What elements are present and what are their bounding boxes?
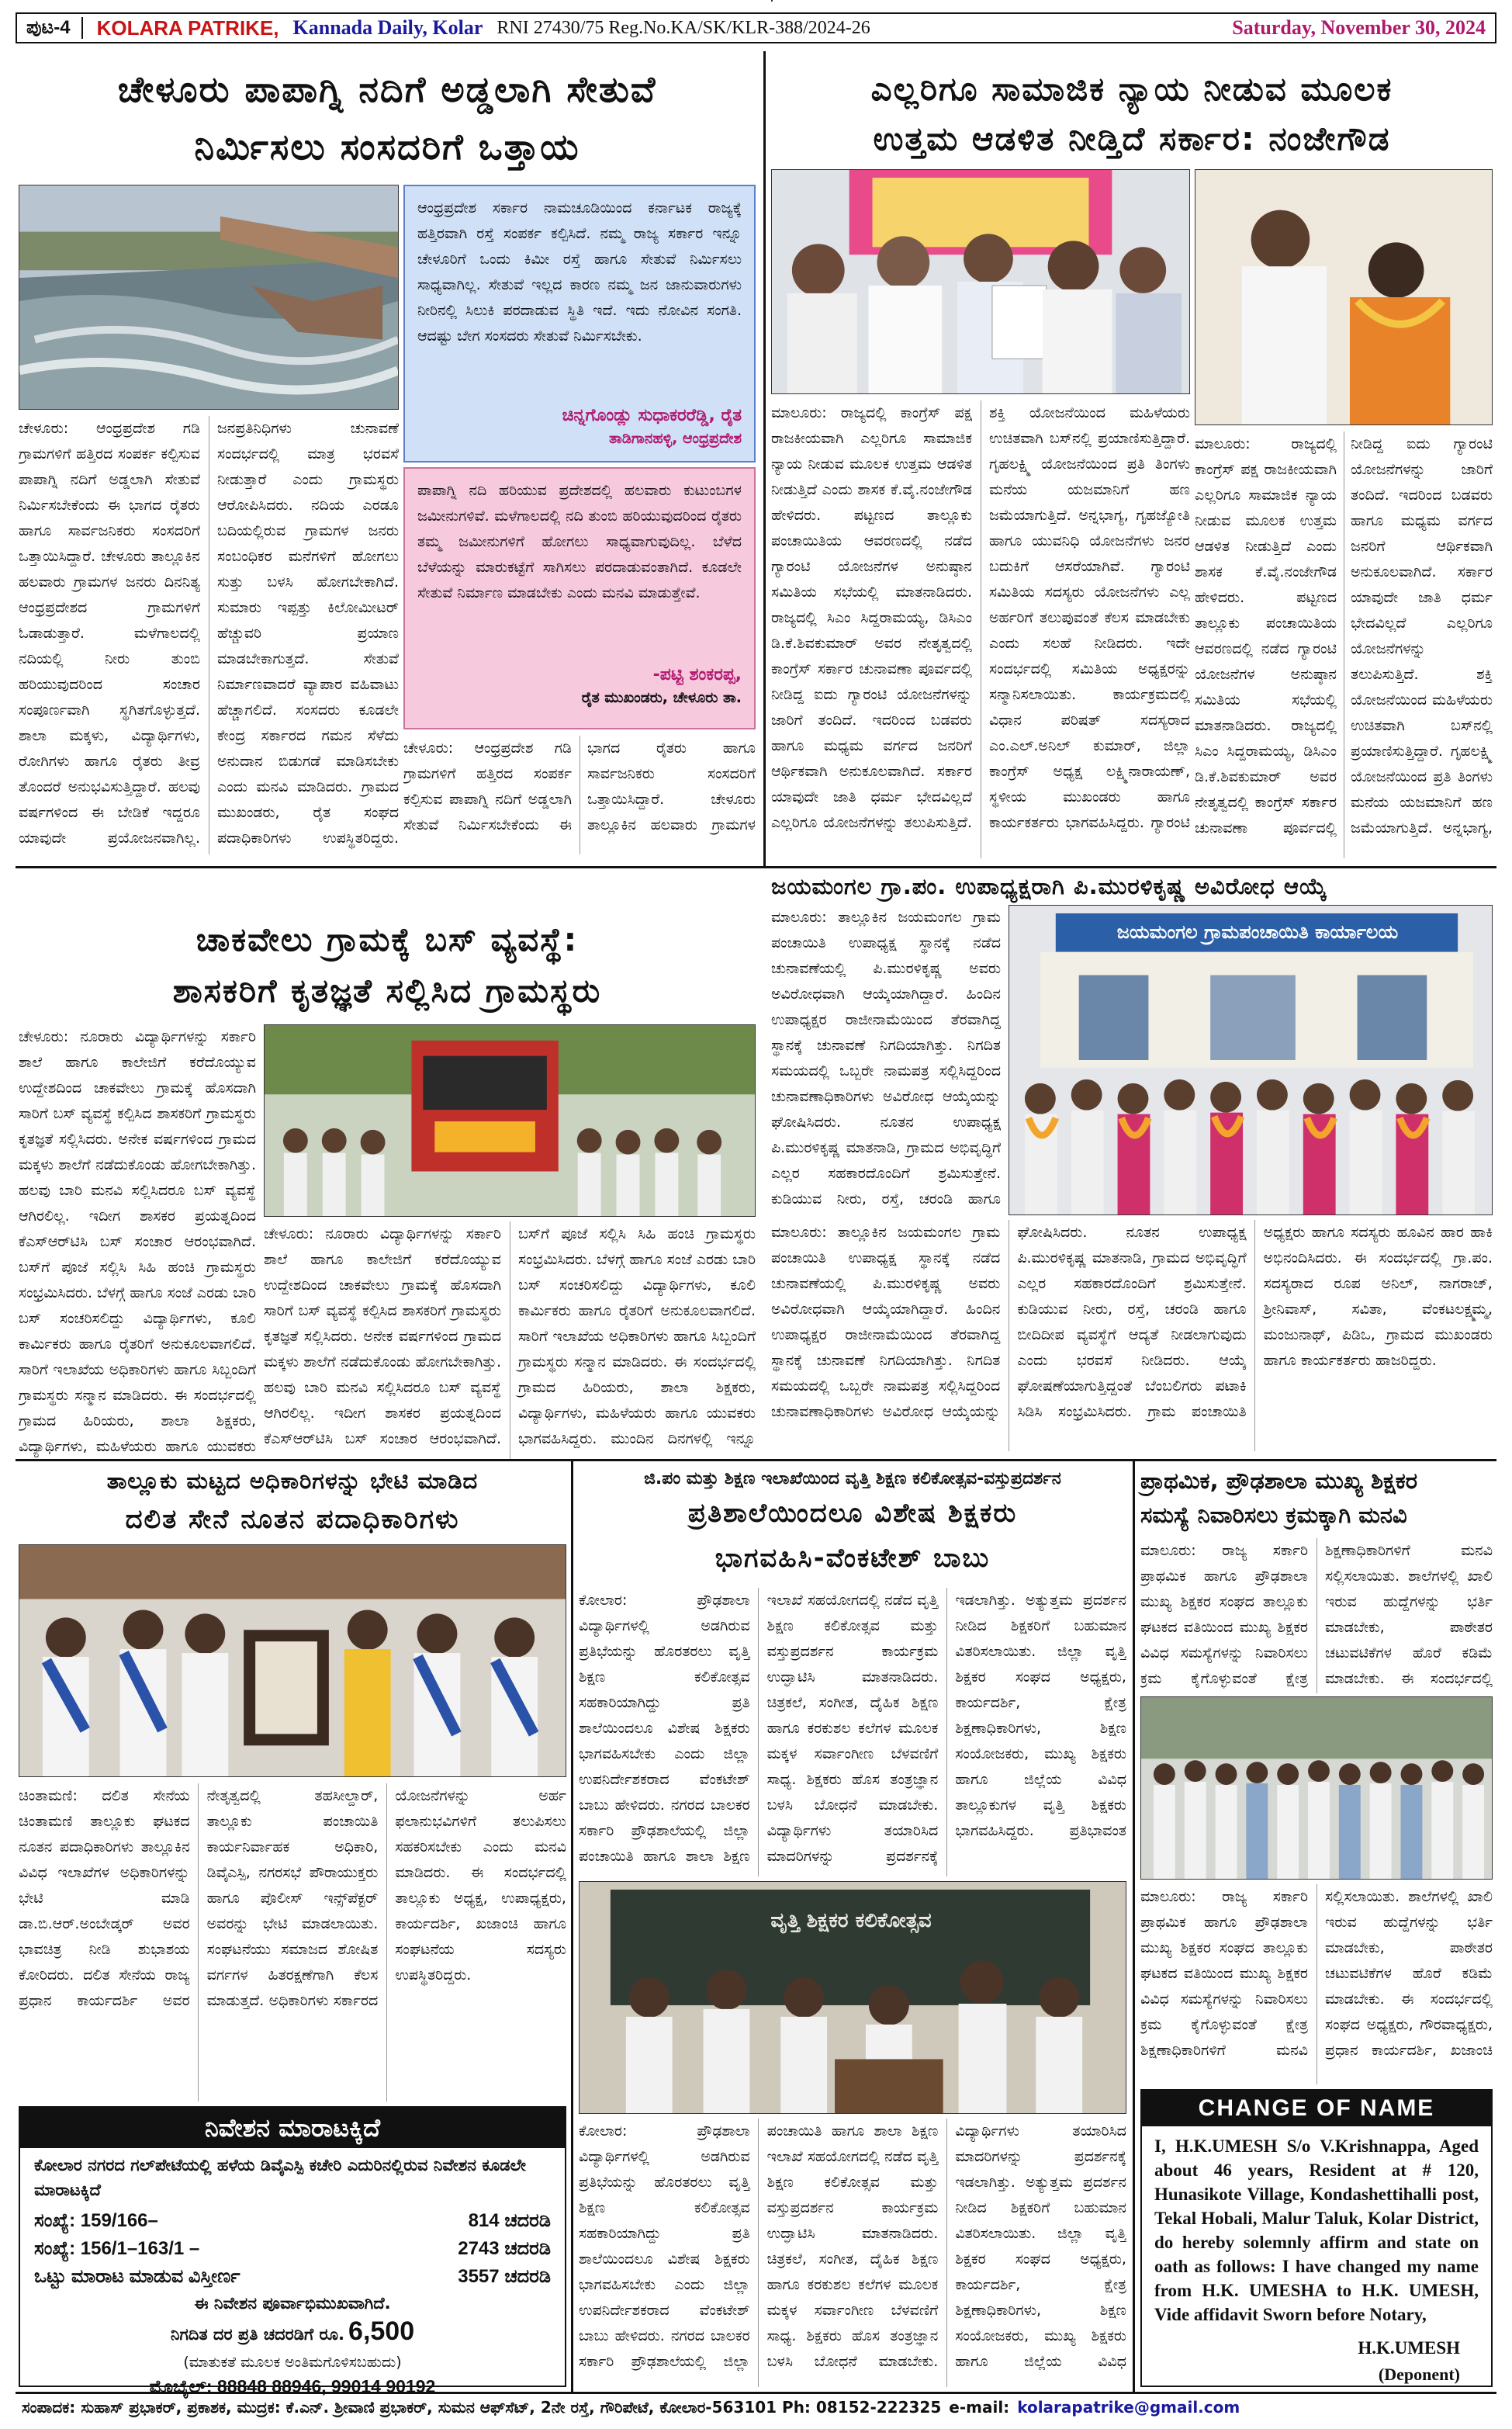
article-headline: ಉತ್ತಮ ಆಡಳಿತ ನೀಡ್ತಿದೆ ಸರ್ಕಾರ: ನಂಜೇಗೌಡ <box>873 120 1391 158</box>
ad-contact: ಮೊಬೈಲ್: 88848 88946, 99014 90192 <box>149 2376 436 2396</box>
ad-price-value: 6,500 <box>348 2316 415 2346</box>
teachers-photo <box>579 1881 1126 2114</box>
building-sign: ಜಯಮಂಗಲ ಗ್ರಾಮಪಂಚಾಯಿತಿ ಕಾರ್ಯಾಲಯ <box>1116 921 1399 943</box>
felicitation-photo <box>771 169 1190 394</box>
notice-signature: H.K.UMESH <box>1358 2338 1460 2358</box>
article-headline: ಚೇಳೂರು ಪಾಪಾಗ್ನಿ ನದಿಗೆ ಅಡ್ಡಲಾಗಿ ಸೇತುವೆ <box>117 68 657 110</box>
article-body: ಚೇಳೂರು: ಆಂಧ್ರಪ್ರದೇಶ ಗಡಿ ಗ್ರಾಮಗಳಿಗೆ ಹತ್ತಿರದ ಸಂಪರ್ಕ ಕಲ್ಪಿಸುವ ಪಾಪಾಗ್ನಿ ನದಿಗೆ ಅಡ್ಡಲಾಗಿ ಸೇತುವೆ ನಿರ್ಮಿಸಬೇಕೆಂದು ಈ ಭಾಗದ ರೈತರು ಹಾಗೂ ಸಾರ್ವಜನಿಕರು ಸಂಸದರಿಗೆ ಒತ್ತಾಯಿಸಿದ್ದಾರೆ. ಚೇಳೂರು ತಾಲ್ಲೂಕಿನ ಹಲವಾರು ಗ್ರಾಮಗಳ ಜನರು ದಿನನಿತ್ಯ ಆಂಧ್ರಪ್ರದೇಶದ ಗ್ರಾಮಗಳಿಗೆ ಓಡಾಡುತ್ತಾರೆ. ಮಳೆಗಾಲದಲ್ಲಿ ನದಿಯಲ್ಲಿ ನೀರು ತುಂಬಿ ಹರಿಯುವುದರಿಂದ ಸಂಚಾರ ಸಂಪೂರ್ಣವಾಗಿ ಸ್ಥಗಿತಗೊಳ್ಳುತ್ತದೆ. ಶಾಲಾ ಮಕ್ಕಳು, ವಿದ್ಯಾರ್ಥಿಗಳು, ರೋಗಿಗಳು ಹಾಗೂ ರೈತರು ತೀವ್ರ ತೊಂದರೆ ಅನುಭವಿಸುತ್ತಿದ್ದಾರೆ. ಹಲವು ವರ್ಷಗಳಿಂದ ಈ ಬೇಡಿಕೆ ಇದ್ದರೂ ಯಾವುದೇ ಪ್ರಯೋಜನವಾಗಿಲ್ಲ. ಜನಪ್ರತಿನಿಧಿಗಳು ಚುನಾವಣೆ ಸಂದರ್ಭದಲ್ಲಿ ಮಾತ್ರ ಭರವಸೆ ನೀಡುತ್ತಾರೆ ಎಂದು ಗ್ರಾಮಸ್ಥರು ಆರೋಪಿಸಿದರು. ನದಿಯ ಎರಡೂ ಬದಿಯಲ್ಲಿರುವ ಗ್ರಾಮಗಳ ಜನರು ಸಂಬಂಧಿಕರ ಮನೆಗಳಿಗೆ ಹೋಗಲು ಸುತ್ತು ಬಳಸಿ ಹೋಗಬೇಕಾಗಿದೆ. ಸುಮಾರು ಇಪ್ಪತ್ತು ಕಿಲೋಮೀಟರ್ ಹೆಚ್ಚುವರಿ ಪ್ರಯಾಣ ಮಾಡಬೇಕಾಗುತ್ತದೆ. ಸೇತುವೆ ನಿರ್ಮಾಣವಾದರೆ ವ್ಯಾಪಾರ ವಹಿವಾಟು ಹೆಚ್ಚಾಗಲಿದೆ. ಸಂಸದರು ಕೂಡಲೇ ಕೇಂದ್ರ ಸರ್ಕಾರದ ಗಮನ ಸೆಳೆದು ಅನುದಾನ ಬಿಡುಗಡೆ ಮಾಡಿಸಬೇಕು ಎಂದು ಮನವಿ ಮಾಡಿದರು. ಗ್ರಾಮದ ಮುಖಂಡರು, ರೈತ ಸಂಘದ ಪದಾಧಿಕಾರಿಗಳು ಉಪಸ್ಥಿತರಿದ್ದರು. <box>19 420 399 847</box>
article-headline: ಎಲ್ಲರಿಗೂ ಸಾಮಾಜಿಕ ನ್ಯಾಯ ನೀಡುವ ಮೂಲಕ <box>870 70 1393 108</box>
ad-note: ಈ ನಿವೇಶನ ಪೂರ್ವಾಭಿಮುಖವಾಗಿದೆ. <box>194 2294 391 2313</box>
footer-email-label: e-mail: <box>949 2397 1010 2417</box>
quote-box-farmer <box>403 185 756 463</box>
quote-text: ಪಾಪಾಗ್ನಿ ನದಿ ಹರಿಯುವ ಪ್ರದೇಶದಲ್ಲಿ ಹಲವಾರು ಕುಟುಂಬಗಳ ಜಮೀನುಗಳಿವೆ. ಮಳೆಗಾಲದಲ್ಲಿ ನದಿ ತುಂಬಿ ಹರಿಯುವುದರಿಂದ ರೈತರು ತಮ್ಮ ಜಮೀನುಗಳಿಗೆ ಹೋಗಲು ಸಾಧ್ಯವಾಗುವುದಿಲ್ಲ. ಬೆಳೆದ ಬೆಳೆಯನ್ನು ಮಾರುಕಟ್ಟೆಗೆ ಸಾಗಿಸಲು ಪರದಾಡುವಂತಾಗಿದೆ. ಕೂಡಲೇ ಸೇತುವೆ ನಿರ್ಮಾಣ ಮಾಡಬೇಕು ಎಂದು ಮನವಿ ಮಾಡುತ್ತೇವೆ. <box>417 482 742 601</box>
masthead <box>16 12 1496 43</box>
article-body: ಮಾಲೂರು: ರಾಜ್ಯ ಸರ್ಕಾರಿ ಪ್ರಾಥಮಿಕ ಹಾಗೂ ಪ್ರೌಢಶಾಲಾ ಮುಖ್ಯ ಶಿಕ್ಷಕರ ಸಂಘದ ತಾಲ್ಲೂಕು ಘಟಕದ ವತಿಯಿಂದ ಮುಖ್ಯ ಶಿಕ್ಷಕರ ವಿವಿಧ ಸಮಸ್ಯೆಗಳನ್ನು ನಿವಾರಿಸಲು ಕ್ರಮ ಕೈಗೊಳ್ಳುವಂತೆ ಕ್ಷೇತ್ರ ಶಿಕ್ಷಣಾಧಿಕಾರಿಗಳಿಗೆ ಮನವಿ ಸಲ್ಲಿಸಲಾಯಿತು. ಶಾಲೆಗಳಲ್ಲಿ ಖಾಲಿ ಇರುವ ಹುದ್ದೆಗಳನ್ನು ಭರ್ತಿ ಮಾಡಬೇಕು, ಪಾಠೇತರ ಚಟುವಟಿಕೆಗಳ ಹೊರೆ ಕಡಿಮೆ ಮಾಡಬೇಕು. ಈ ಸಂದರ್ಭದಲ್ಲಿ <box>1140 1542 1493 1687</box>
article-body-continued: ಚೇಳೂರು: ನೂರಾರು ವಿದ್ಯಾರ್ಥಿಗಳನ್ನು ಸರ್ಕಾರಿ ಶಾಲೆ ಹಾಗೂ ಕಾಲೇಜಿಗೆ ಕರೆದೊಯ್ಯುವ ಉದ್ದೇಶದಿಂದ ಚಾಕವೇಲು ಗ್ರಾಮಕ್ಕೆ ಹೊಸದಾಗಿ ಸಾರಿಗೆ ಬಸ್ ವ್ಯವಸ್ಥೆ ಕಲ್ಪಿಸಿದ ಶಾಸಕರಿಗೆ ಗ್ರಾಮಸ್ಥರು ಕೃತಜ್ಞತೆ ಸಲ್ಲಿಸಿದರು. ಅನೇಕ ವರ್ಷಗಳಿಂದ ಗ್ರಾಮದ ಮಕ್ಕಳು ಶಾಲೆಗೆ ನಡೆದುಕೊಂಡು ಹೋಗಬೇಕಾಗಿತ್ತು. ಹಲವು ಬಾರಿ ಮನವಿ ಸಲ್ಲಿಸಿದರೂ ಬಸ್ ವ್ಯವಸ್ಥೆ ಆಗಿರಲಿಲ್ಲ. ಇದೀಗ ಶಾಸಕರ ಪ್ರಯತ್ನದಿಂದ ಕೆಎಸ್ಆರ್‌ಟಿಸಿ ಬಸ್ ಸಂಚಾರ ಆರಂಭವಾಗಿದೆ. ಬಸ್‌ಗೆ ಪೂಜೆ ಸಲ್ಲಿಸಿ ಸಿಹಿ ಹಂಚಿ ಗ್ರಾಮಸ್ಥರು ಸಂಭ್ರಮಿಸಿದರು. ಬೆಳಗ್ಗೆ ಹಾಗೂ ಸಂಜೆ ಎರಡು ಬಾರಿ ಬಸ್ ಸಂಚರಿಸಲಿದ್ದು ವಿದ್ಯಾರ್ಥಿಗಳು, ಕೂಲಿ ಕಾರ್ಮಿಕರು ಹಾಗೂ ರೈತರಿಗೆ ಅನುಕೂಲವಾಗಲಿದೆ. ಸಾರಿಗೆ ಇಲಾಖೆಯ ಅಧಿಕಾರಿಗಳು ಹಾಗೂ ಸಿಬ್ಬಂದಿಗೆ ಗ್ರಾಮಸ್ಥರು ಸನ್ಮಾನ ಮಾಡಿದರು. ಈ ಸಂದರ್ಭದಲ್ಲಿ ಗ್ರಾಮದ ಹಿರಿಯರು, ಶಾಲಾ ಶಿಕ್ಷಕರು, ವಿದ್ಯಾರ್ಥಿಗಳು, ಮಹಿಳೆಯರು ಹಾಗೂ ಯುವಕರು ಭಾಗವಹಿಸಿದ್ದರು. ಮುಂದಿನ ದಿನಗಳಲ್ಲಿ ಇನ್ನೂ <box>264 1225 756 1447</box>
board-text: ವೃತ್ತಿ ಶಿಕ್ಷಕರ ಕಲಿಕೋತ್ಸವ <box>770 1909 932 1932</box>
article-headline: ಪ್ರಾಥಮಿಕ, ಪ್ರೌಢಶಾಲಾ ಮುಖ್ಯ ಶಿಕ್ಷಕರ <box>1140 1467 1418 1494</box>
quote-author: -ಪಟ್ಟಿ ಶಂಕರಪ್ಪ, <box>652 665 742 684</box>
notice-deponent: (Deponent) <box>1378 2365 1460 2384</box>
article-body-continued: ಮಾಲೂರು: ರಾಜ್ಯದಲ್ಲಿ ಕಾಂಗ್ರೆಸ್ ಪಕ್ಷ ರಾಜಕೀಯವಾಗಿ ಎಲ್ಲರಿಗೂ ಸಾಮಾಜಿಕ ನ್ಯಾಯ ನೀಡುವ ಮೂಲಕ ಉತ್ತಮ ಆಡಳಿತ ನೀಡುತ್ತಿದೆ ಎಂದು ಶಾಸಕ ಕೆ.ವೈ.ನಂಜೇಗೌಡ ಹೇಳಿದರು. ಪಟ್ಟಣದ ತಾಲ್ಲೂಕು ಪಂಚಾಯಿತಿಯ ಆವರಣದಲ್ಲಿ ನಡೆದ ಗ್ಯಾರಂಟಿ ಯೋಜನೆಗಳ ಅನುಷ್ಠಾನ ಸಮಿತಿಯ ಸಭೆಯಲ್ಲಿ ಮಾತನಾಡಿದರು. ರಾಜ್ಯದಲ್ಲಿ ಸಿಎಂ ಸಿದ್ದರಾಮಯ್ಯ, ಡಿಸಿಎಂ ಡಿ.ಕೆ.ಶಿವಕುಮಾರ್ ಅವರ ನೇತೃತ್ವದಲ್ಲಿ ಕಾಂಗ್ರೆಸ್ ಸರ್ಕಾರ ಚುನಾವಣಾ ಪೂರ್ವದಲ್ಲಿ ನೀಡಿದ್ದ ಐದು ಗ್ಯಾರಂಟಿ ಯೋಜನೆಗಳನ್ನು ಜಾರಿಗೆ ತಂದಿದೆ. ಇದರಿಂದ ಬಡವರು ಹಾಗೂ ಮಧ್ಯಮ ವರ್ಗದ ಜನರಿಗೆ ಆರ್ಥಿಕವಾಗಿ ಅನುಕೂಲವಾಗಿದೆ. ಸರ್ಕಾರ ಯಾವುದೇ ಜಾತಿ ಧರ್ಮ ಭೇದವಿಲ್ಲದೆ ಎಲ್ಲರಿಗೂ ಯೋಜನೆಗಳನ್ನು ತಲುಪಿಸುತ್ತಿದೆ. ಶಕ್ತಿ ಯೋಜನೆಯಿಂದ ಮಹಿಳೆಯರು ಉಚಿತವಾಗಿ ಬಸ್‌ನಲ್ಲಿ ಪ್ರಯಾಣಿಸುತ್ತಿದ್ದಾರೆ. ಗೃಹಲಕ್ಷ್ಮಿ ಯೋಜನೆಯಿಂದ ಪ್ರತಿ ತಿಂಗಳು ಮನೆಯ ಯಜಮಾನಿಗೆ ಹಣ ಜಮೆಯಾಗುತ್ತಿದೆ. ಅನ್ನಭಾಗ್ಯ, <box>1195 435 1493 837</box>
ad-row: ಒಟ್ಟು ಮಾರಾಟ ಮಾಡುವ ವಿಸ್ತೀರ್ಣ 3557 ಚದರಡಿ <box>34 2266 551 2287</box>
article-headline: ನಿರ್ಮಿಸಲು ಸಂಸದರಿಗೆ ಒತ್ತಾಯ <box>194 126 580 168</box>
article-body-continued: ಕೋಲಾರ: ಪ್ರೌಢಶಾಲಾ ವಿದ್ಯಾರ್ಥಿಗಳಲ್ಲಿ ಅಡಗಿರುವ ಪ್ರತಿಭೆಯನ್ನು ಹೊರತರಲು ವೃತ್ತಿ ಶಿಕ್ಷಣ ಕಲಿಕೋತ್ಸವ ಸಹಕಾರಿಯಾಗಿದ್ದು ಪ್ರತಿ ಶಾಲೆಯಿಂದಲೂ ವಿಶೇಷ ಶಿಕ್ಷಕರು ಭಾಗವಹಿಸಬೇಕು ಎಂದು ಜಿಲ್ಲಾ ಉಪನಿರ್ದೇಶಕರಾದ ವೆಂಕಟೇಶ್ ಬಾಬು ಹೇಳಿದರು. ನಗರದ ಬಾಲಕರ ಸರ್ಕಾರಿ ಪ್ರೌಢಶಾಲೆಯಲ್ಲಿ ಜಿಲ್ಲಾ ಪಂಚಾಯಿತಿ ಹಾಗೂ ಶಾಲಾ ಶಿಕ್ಷಣ ಇಲಾಖೆ ಸಹಯೋಗದಲ್ಲಿ ನಡೆದ ವೃತ್ತಿ ಶಿಕ್ಷಣ ಕಲಿಕೋತ್ಸವ ಮತ್ತು ವಸ್ತುಪ್ರದರ್ಶನ ಕಾರ್ಯಕ್ರಮ ಉದ್ಘಾಟಿಸಿ ಮಾತನಾಡಿದರು. ಚಿತ್ರಕಲೆ, ಸಂಗೀತ, ದೈಹಿಕ ಶಿಕ್ಷಣ ಹಾಗೂ ಕರಕುಶಲ ಕಲೆಗಳ ಮೂಲಕ ಮಕ್ಕಳ ಸರ್ವಾಂಗೀಣ ಬೆಳವಣಿಗೆ ಸಾಧ್ಯ. ಶಿಕ್ಷಕರು ಹೊಸ ತಂತ್ರಜ್ಞಾನ ಬಳಸಿ ಬೋಧನೆ ಮಾಡಬೇಕು. ವಿದ್ಯಾರ್ಥಿಗಳು ತಯಾರಿಸಿದ ಮಾದರಿಗಳನ್ನು ಪ್ರದರ್ಶನಕ್ಕೆ ಇಡಲಾಗಿತ್ತು. ಅತ್ಯುತ್ತಮ ಪ್ರದರ್ಶನ ನೀಡಿದ ಶಿಕ್ಷಕರಿಗೆ ಬಹುಮಾನ ವಿತರಿಸಲಾಯಿತು. ಜಿಲ್ಲಾ ವೃತ್ತಿ ಶಿಕ್ಷಕರ ಸಂಘದ ಅಧ್ಯಕ್ಷರು, ಕಾರ್ಯದರ್ಶಿ, ಕ್ಷೇತ್ರ ಶಿಕ್ಷಣಾಧಿಕಾರಿಗಳು, ಶಿಕ್ಷಣ ಸಂಯೋಜಕರು, ಮುಖ್ಯ ಶಿಕ್ಷಕರು ಹಾಗೂ ಜಿಲ್ಲೆಯ ವಿವಿಧ <box>579 2122 1126 2370</box>
change-of-name-notice <box>1140 2089 1493 2387</box>
newspaper-name: KOLARA PATRIKE, <box>96 16 279 40</box>
registration-number: RNI 27430/75 Reg.No.KA/SK/KLR-388/2024-26 <box>497 17 870 38</box>
quote-box-leader <box>403 467 756 729</box>
ad-row: ಸಂಖ್ಯೆ: 156/1–163/1 – 2743 ಚದರಡಿ <box>34 2238 551 2259</box>
article-headline: ಶಾಸಕರಿಗೆ ಕೃತಜ್ಞತೆ ಸಲ್ಲಿಸಿದ ಗ್ರಾಮಸ್ಥರು <box>172 972 602 1010</box>
ad-price-note: (ಮಾತುಕತೆ ಮೂಲಕ ಅಂತಿಮಗೊಳಿಸಬಹುದು) <box>183 2354 402 2371</box>
footer <box>16 2392 1496 2420</box>
article-headline: ಜಯಮಂಗಲ ಗ್ರಾ.ಪಂ. ಉಪಾಧ್ಯಕ್ಷರಾಗಿ ಪಿ.ಮುರಳಿಕೃಷ್ಣ ಅವಿರೋಧ ಆಯ್ಕೆ <box>771 873 1328 899</box>
article-body: ಚೇಳೂರು: ನೂರಾರು ವಿದ್ಯಾರ್ಥಿಗಳನ್ನು ಸರ್ಕಾರಿ ಶಾಲೆ ಹಾಗೂ ಕಾಲೇಜಿಗೆ ಕರೆದೊಯ್ಯುವ ಉದ್ದೇಶದಿಂದ ಚಾಕವೇಲು ಗ್ರಾಮಕ್ಕೆ ಹೊಸದಾಗಿ ಸಾರಿಗೆ ಬಸ್ ವ್ಯವಸ್ಥೆ ಕಲ್ಪಿಸಿದ ಶಾಸಕರಿಗೆ ಗ್ರಾಮಸ್ಥರು ಕೃತಜ್ಞತೆ ಸಲ್ಲಿಸಿದರು. ಅನೇಕ ವರ್ಷಗಳಿಂದ ಗ್ರಾಮದ ಮಕ್ಕಳು ಶಾಲೆಗೆ ನಡೆದುಕೊಂಡು ಹೋಗಬೇಕಾಗಿತ್ತು. ಹಲವು ಬಾರಿ ಮನವಿ ಸಲ್ಲಿಸಿದರೂ ಬಸ್ ವ್ಯವಸ್ಥೆ ಆಗಿರಲಿಲ್ಲ. ಇದೀಗ ಶಾಸಕರ ಪ್ರಯತ್ನದಿಂದ ಕೆಎಸ್ಆರ್‌ಟಿಸಿ ಬಸ್ ಸಂಚಾರ ಆರಂಭವಾಗಿದೆ. ಬಸ್‌ಗೆ ಪೂಜೆ ಸಲ್ಲಿಸಿ ಸಿಹಿ ಹಂಚಿ ಗ್ರಾಮಸ್ಥರು ಸಂಭ್ರಮಿಸಿದರು. ಬೆಳಗ್ಗೆ ಹಾಗೂ ಸಂಜೆ ಎರಡು ಬಾರಿ ಬಸ್ ಸಂಚರಿಸಲಿದ್ದು ವಿದ್ಯಾರ್ಥಿಗಳು, ಕೂಲಿ ಕಾರ್ಮಿಕರು ಹಾಗೂ ರೈತರಿಗೆ ಅನುಕೂಲವಾಗಲಿದೆ. ಸಾರಿಗೆ ಇಲಾಖೆಯ ಅಧಿಕಾರಿಗಳು ಹಾಗೂ ಸಿಬ್ಬಂದಿಗೆ ಗ್ರಾಮಸ್ಥರು ಸನ್ಮಾನ ಮಾಡಿದರು. ಈ ಸಂದರ್ಭದಲ್ಲಿ ಗ್ರಾಮದ ಹಿರಿಯರು, ಶಾಲಾ ಶಿಕ್ಷಕರು, ವಿದ್ಯಾರ್ಥಿಗಳು, ಮಹಿಳೆಯರು ಹಾಗೂ ಯುವಕರು <box>19 1028 256 1455</box>
article-kicker: ಜಿ.ಪಂ ಮತ್ತು ಶಿಕ್ಷಣ ಇಲಾಖೆಯಿಂದ ವೃತ್ತಿ ಶಿಕ್ಷಣ ಕಲಿಕೋತ್ಸವ-ವಸ್ತುಪ್ರದರ್ಶನ <box>644 1469 1061 1488</box>
footer-credits: ಸಂಪಾದಕ: ಸುಹಾಸ್ ಪ್ರಭಾಕರ್, ಪ್ರಕಾಶಕ, ಮುದ್ರಕ: ಕೆ.ಎನ್. ಶ್ರೀವಾಣಿ ಪ್ರಭಾಕರ್, ಸುಮನ ಆಫ್‌ಸೆಟ್, 2ನೇ ರಸ್ತೆ, ಗೌರಿಪೇಟೆ, ಕೋಲಾರ-563101 Ph: 08152-222325 <box>22 2397 942 2417</box>
footer-email[interactable]: kolarapatrike@gmail.com <box>1017 2397 1240 2417</box>
ad-intro: ಕೋಲಾರ ನಗರದ ಗಲ್‌ಪೇಟೆಯಲ್ಲಿ ಹಳೆಯ ಡಿವೈಎಸ್ಪಿ ಕಚೇರಿ ಎದುರಿನಲ್ಲಿರುವ ನಿವೇಶನ ಕೂಡಲೇ ಮಾರಾಟಕ್ಕಿದೆ <box>34 2156 527 2199</box>
article-headline: ಸಮಸ್ಯೆ ನಿವಾರಿಸಲು ಕ್ರಮಕ್ಕಾಗಿ ಮನವಿ <box>1140 1502 1407 1528</box>
panchayat-photo <box>1009 905 1493 1215</box>
newspaper-tagline: Kannada Daily, Kolar <box>292 16 483 39</box>
article-body: ಮಾಲೂರು: ತಾಲ್ಲೂಕಿನ ಜಯಮಂಗಲ ಗ್ರಾಮ ಪಂಚಾಯಿತಿ ಉಪಾಧ್ಯಕ್ಷ ಸ್ಥಾನಕ್ಕೆ ನಡೆದ ಚುನಾವಣೆಯಲ್ಲಿ ಪಿ.ಮುರಳಿಕೃಷ್ಣ ಅವರು ಅವಿರೋಧವಾಗಿ ಆಯ್ಕೆಯಾಗಿದ್ದಾರೆ. ಹಿಂದಿನ ಉಪಾಧ್ಯಕ್ಷರ ರಾಜೀನಾಮೆಯಿಂದ ತೆರವಾಗಿದ್ದ ಸ್ಥಾನಕ್ಕೆ ಚುನಾವಣೆ ನಿಗದಿಯಾಗಿತ್ತು. ನಿಗದಿತ ಸಮಯದಲ್ಲಿ ಒಬ್ಬರೇ ನಾಮಪತ್ರ ಸಲ್ಲಿಸಿದ್ದರಿಂದ ಚುನಾವಣಾಧಿಕಾರಿಗಳು ಅವಿರೋಧ ಆಯ್ಕೆಯನ್ನು ಘೋಷಿಸಿದರು. ನೂತನ ಉಪಾಧ್ಯಕ್ಷ ಪಿ.ಮುರಳಿಕೃಷ್ಣ ಮಾತನಾಡಿ, ಗ್ರಾಮದ ಅಭಿವೃದ್ಧಿಗೆ ಎಲ್ಲರ ಸಹಕಾರದೊಂದಿಗೆ ಶ್ರಮಿಸುತ್ತೇನೆ. ಕುಡಿಯುವ ನೀರು, ರಸ್ತೆ, ಚರಂಡಿ ಹಾಗೂ <box>771 909 1001 1208</box>
river-photo <box>19 185 399 410</box>
bus-photo <box>264 1024 756 1217</box>
page-number: ಪುಟ-4 <box>26 17 83 39</box>
article-headline: ಪ್ರತಿಶಾಲೆಯಿಂದಲೂ ವಿಶೇಷ ಶಿಕ್ಷಕರು <box>687 1498 1018 1529</box>
article-headline: ಚಾಕವೇಲು ಗ್ರಾಮಕ್ಕೆ ಬಸ್ ವ್ಯವಸ್ಥೆ: <box>195 920 579 958</box>
ad-price: ನಿಗದಿತ ದರ ಪ್ರತಿ ಚದರಡಿಗೆ ರೂ. 6,500 <box>170 2316 415 2346</box>
notice-title: CHANGE OF NAME <box>1142 2091 1491 2126</box>
quote-author-place: ರೈತ ಮುಖಂಡರು, ಚೇಳೂರು ತಾ. <box>581 689 742 706</box>
notice-text: I, H.K.UMESH S/o V.Krishnappa, Aged about 46 years, Resident at # 120, Hunasikote Village, Kondashettihalli post, Tekal Hobali, Malur Taluk, Kolar District, do hereby solemnly affirm and state on oath as follows: I have changed my name from H.K. UMESHA to H.K. UMESH, Vide affidavit Sworn before Notary, <box>1154 2136 1479 2324</box>
quote-text: ಆಂಧ್ರಪ್ರದೇಶ ಸರ್ಕಾರ ನಾಮಚೂಡಿಯಿಂದ ಕರ್ನಾಟಕ ರಾಜ್ಯಕ್ಕೆ ಹತ್ತಿರವಾಗಿ ರಸ್ತೆ ಸಂಪರ್ಕ ಕಲ್ಪಿಸಿದೆ. ನಮ್ಮ ರಾಜ್ಯ ಸರ್ಕಾರ ಇನ್ನೂ ಚೇಳೂರಿಗೆ ಒಂದು ಕಿಮೀ ರಸ್ತೆ ಹಾಗೂ ಸೇತುವೆ ನಿರ್ಮಿಸಲು ಸಾಧ್ಯವಾಗಿಲ್ಲ. ಸೇತುವೆ ಇಲ್ಲದ ಕಾರಣ ನಮ್ಮ ಜನ ಜಾನುವಾರುಗಳು ನೀರಿನಲ್ಲಿ ಸಿಲುಕಿ ಪರದಾಡುವ ಸ್ಥಿತಿ ಇದೆ. ಇದು ನೋವಿನ ಸಂಗತಿ. ಆದಷ್ಟು ಬೇಗ ಸಂಸದರು ಸೇತುವೆ ನಿರ್ಮಿಸಬೇಕು. <box>417 199 742 345</box>
article-body-continued: ಮಾಲೂರು: ತಾಲ್ಲೂಕಿನ ಜಯಮಂಗಲ ಗ್ರಾಮ ಪಂಚಾಯಿತಿ ಉಪಾಧ್ಯಕ್ಷ ಸ್ಥಾನಕ್ಕೆ ನಡೆದ ಚುನಾವಣೆಯಲ್ಲಿ ಪಿ.ಮುರಳಿಕೃಷ್ಣ ಅವರು ಅವಿರೋಧವಾಗಿ ಆಯ್ಕೆಯಾಗಿದ್ದಾರೆ. ಹಿಂದಿನ ಉಪಾಧ್ಯಕ್ಷರ ರಾಜೀನಾಮೆಯಿಂದ ತೆರವಾಗಿದ್ದ ಸ್ಥಾನಕ್ಕೆ ಚುನಾವಣೆ ನಿಗದಿಯಾಗಿತ್ತು. ನಿಗದಿತ ಸಮಯದಲ್ಲಿ ಒಬ್ಬರೇ ನಾಮಪತ್ರ ಸಲ್ಲಿಸಿದ್ದರಿಂದ ಚುನಾವಣಾಧಿಕಾರಿಗಳು ಅವಿರೋಧ ಆಯ್ಕೆಯನ್ನು ಘೋಷಿಸಿದರು. ನೂತನ ಉಪಾಧ್ಯಕ್ಷ ಪಿ.ಮುರಳಿಕೃಷ್ಣ ಮಾತನಾಡಿ, ಗ್ರಾಮದ ಅಭಿವೃದ್ಧಿಗೆ ಎಲ್ಲರ ಸಹಕಾರದೊಂದಿಗೆ ಶ್ರಮಿಸುತ್ತೇನೆ. ಕುಡಿಯುವ ನೀರು, ರಸ್ತೆ, ಚರಂಡಿ ಹಾಗೂ ಬೀದಿದೀಪ ವ್ಯವಸ್ಥೆಗೆ ಆದ್ಯತೆ ನೀಡಲಾಗುವುದು ಎಂದು ಭರವಸೆ ನೀಡಿದರು. ಆಯ್ಕೆ ಘೋಷಣೆಯಾಗುತ್ತಿದ್ದಂತೆ ಬೆಂಬಲಿಗರು ಪಟಾಕಿ ಸಿಡಿಸಿ ಸಂಭ್ರಮಿಸಿದರು. ಗ್ರಾಮ ಪಂಚಾಯಿತಿ ಅಧ್ಯಕ್ಷರು ಹಾಗೂ ಸದಸ್ಯರು ಹೂವಿನ ಹಾರ ಹಾಕಿ ಅಭಿನಂದಿಸಿದರು. ಈ ಸಂದರ್ಭದಲ್ಲಿ ಗ್ರಾ.ಪಂ. ಸದಸ್ಯರಾದ ರೂಪ ಅನಿಲ್, ನಾಗರಾಜ್, ಶ್ರೀನಿವಾಸ್, ಸವಿತಾ, ವೆಂಕಟಲಕ್ಷ್ಮಮ್ಮ, ಮಂಜುನಾಥ್, ಪಿಡಿಒ, ಗ್ರಾಮದ ಮುಖಂಡರು ಹಾಗೂ ಕಾರ್ಯಕರ್ತರು ಹಾಜರಿದ್ದರು. <box>771 1224 1493 1420</box>
plot-sale-ad <box>19 2106 566 2396</box>
article-headline: ತಾಲ್ಲೂಕು ಮಟ್ಟದ ಅಧಿಕಾರಿಗಳನ್ನು ಭೇಟಿ ಮಾಡಿದ <box>106 1467 479 1494</box>
quote-author-place: ತಾಡಿಗಾನಹಳ್ಳಿ, ಆಂಧ್ರಪ್ರದೇಶ <box>609 430 742 447</box>
issue-date: Saturday, November 30, 2024 <box>1232 16 1486 39</box>
article-headline: ದಲಿತ ಸೇನೆ ನೂತನ ಪದಾಧಿಕಾರಿಗಳು <box>125 1504 460 1535</box>
headmasters-photo <box>1140 1696 1493 1880</box>
ad-row: ಸಂಖ್ಯೆ: 159/166– 814 ಚದರಡಿ <box>34 2210 551 2231</box>
ceremony-photo <box>1195 169 1493 425</box>
article-body: ಕೋಲಾರ: ಪ್ರೌಢಶಾಲಾ ವಿದ್ಯಾರ್ಥಿಗಳಲ್ಲಿ ಅಡಗಿರುವ ಪ್ರತಿಭೆಯನ್ನು ಹೊರತರಲು ವೃತ್ತಿ ಶಿಕ್ಷಣ ಕಲಿಕೋತ್ಸವ ಸಹಕಾರಿಯಾಗಿದ್ದು ಪ್ರತಿ ಶಾಲೆಯಿಂದಲೂ ವಿಶೇಷ ಶಿಕ್ಷಕರು ಭಾಗವಹಿಸಬೇಕು ಎಂದು ಜಿಲ್ಲಾ ಉಪನಿರ್ದೇಶಕರಾದ ವೆಂಕಟೇಶ್ ಬಾಬು ಹೇಳಿದರು. ನಗರದ ಬಾಲಕರ ಸರ್ಕಾರಿ ಪ್ರೌಢಶಾಲೆಯಲ್ಲಿ ಜಿಲ್ಲಾ ಪಂಚಾಯಿತಿ ಹಾಗೂ ಶಾಲಾ ಶಿಕ್ಷಣ ಇಲಾಖೆ ಸಹಯೋಗದಲ್ಲಿ ನಡೆದ ವೃತ್ತಿ ಶಿಕ್ಷಣ ಕಲಿಕೋತ್ಸವ ಮತ್ತು ವಸ್ತುಪ್ರದರ್ಶನ ಕಾರ್ಯಕ್ರಮ ಉದ್ಘಾಟಿಸಿ ಮಾತನಾಡಿದರು. ಚಿತ್ರಕಲೆ, ಸಂಗೀತ, ದೈಹಿಕ ಶಿಕ್ಷಣ ಹಾಗೂ ಕರಕುಶಲ ಕಲೆಗಳ ಮೂಲಕ ಮಕ್ಕಳ ಸರ್ವಾಂಗೀಣ ಬೆಳವಣಿಗೆ ಸಾಧ್ಯ. ಶಿಕ್ಷಕರು ಹೊಸ ತಂತ್ರಜ್ಞಾನ ಬಳಸಿ ಬೋಧನೆ ಮಾಡಬೇಕು. ವಿದ್ಯಾರ್ಥಿಗಳು ತಯಾರಿಸಿದ ಮಾದರಿಗಳನ್ನು ಪ್ರದರ್ಶನಕ್ಕೆ ಇಡಲಾಗಿತ್ತು. ಅತ್ಯುತ್ತಮ ಪ್ರದರ್ಶನ ನೀಡಿದ ಶಿಕ್ಷಕರಿಗೆ ಬಹುಮಾನ ವಿತರಿಸಲಾಯಿತು. ಜಿಲ್ಲಾ ವೃತ್ತಿ ಶಿಕ್ಷಕರ ಸಂಘದ ಅಧ್ಯಕ್ಷರು, ಕಾರ್ಯದರ್ಶಿ, ಕ್ಷೇತ್ರ ಶಿಕ್ಷಣಾಧಿಕಾರಿಗಳು, ಶಿಕ್ಷಣ ಸಂಯೋಜಕರು, ಮುಖ್ಯ ಶಿಕ್ಷಕರು ಹಾಗೂ ಜಿಲ್ಲೆಯ ವಿವಿಧ ತಾಲ್ಲೂಕುಗಳ ವೃತ್ತಿ ಶಿಕ್ಷಕರು ಭಾಗವಹಿಸಿದ್ದರು. ಪ್ರತಿಭಾವಂತ <box>579 1592 1126 1865</box>
article-body: ಚಿಂತಾಮಣಿ: ದಲಿತ ಸೇನೆಯ ಚಿಂತಾಮಣಿ ತಾಲ್ಲೂಕು ಘಟಕದ ನೂತನ ಪದಾಧಿಕಾರಿಗಳು ತಾಲ್ಲೂಕಿನ ವಿವಿಧ ಇಲಾಖೆಗಳ ಅಧಿಕಾರಿಗಳನ್ನು ಭೇಟಿ ಮಾಡಿ ಡಾ.ಬಿ.ಆರ್.ಅಂಬೇಡ್ಕರ್ ಅವರ ಭಾವಚಿತ್ರ ನೀಡಿ ಶುಭಾಶಯ ಕೋರಿದರು. ದಲಿತ ಸೇನೆಯ ರಾಜ್ಯ ಪ್ರಧಾನ ಕಾರ್ಯದರ್ಶಿ ಅವರ ನೇತೃತ್ವದಲ್ಲಿ ತಹಸೀಲ್ದಾರ್, ತಾಲ್ಲೂಕು ಪಂಚಾಯಿತಿ ಕಾರ್ಯನಿರ್ವಾಹಕ ಅಧಿಕಾರಿ, ಡಿವೈಎಸ್ಪಿ, ನಗರಸಭೆ ಪೌರಾಯುಕ್ತರು ಹಾಗೂ ಪೊಲೀಸ್ ಇನ್ಸ್‌ಪೆಕ್ಟರ್ ಅವರನ್ನು ಭೇಟಿ ಮಾಡಲಾಯಿತು. ಸಂಘಟನೆಯು ಸಮಾಜದ ಶೋಷಿತ ವರ್ಗಗಳ ಹಿತರಕ್ಷಣೆಗಾಗಿ ಕೆಲಸ ಮಾಡುತ್ತದೆ. ಅಧಿಕಾರಿಗಳು ಸರ್ಕಾರದ ಯೋಜನೆಗಳನ್ನು ಅರ್ಹ ಫಲಾನುಭವಿಗಳಿಗೆ ತಲುಪಿಸಲು ಸಹಕರಿಸಬೇಕು ಎಂದು ಮನವಿ ಮಾಡಿದರು. ಈ ಸಂದರ್ಭದಲ್ಲಿ ತಾಲ್ಲೂಕು ಅಧ್ಯಕ್ಷ, ಉಪಾಧ್ಯಕ್ಷರು, ಕಾರ್ಯದರ್ಶಿ, ಖಜಾಂಚಿ ಹಾಗೂ ಸಂಘಟನೆಯ ಸದಸ್ಯರು ಉಪಸ್ಥಿತರಿದ್ದರು. <box>19 1787 566 2009</box>
article-body-continued: ಚೇಳೂರು: ಆಂಧ್ರಪ್ರದೇಶ ಗಡಿ ಗ್ರಾಮಗಳಿಗೆ ಹತ್ತಿರದ ಸಂಪರ್ಕ ಕಲ್ಪಿಸುವ ಪಾಪಾಗ್ನಿ ನದಿಗೆ ಅಡ್ಡಲಾಗಿ ಸೇತುವೆ ನಿರ್ಮಿಸಬೇಕೆಂದು ಈ ಭಾಗದ ರೈತರು ಹಾಗೂ ಸಾರ್ವಜನಿಕರು ಸಂಸದರಿಗೆ ಒತ್ತಾಯಿಸಿದ್ದಾರೆ. ಚೇಳೂರು ತಾಲ್ಲೂಕಿನ ಹಲವಾರು ಗ್ರಾಮಗಳ <box>403 740 756 833</box>
article-headline: ಭಾಗವಹಿಸಿ-ವೆಂಕಟೇಶ್ ಬಾಬು <box>714 1543 991 1574</box>
article-body: ಮಾಲೂರು: ರಾಜ್ಯದಲ್ಲಿ ಕಾಂಗ್ರೆಸ್ ಪಕ್ಷ ರಾಜಕೀಯವಾಗಿ ಎಲ್ಲರಿಗೂ ಸಾಮಾಜಿಕ ನ್ಯಾಯ ನೀಡುವ ಮೂಲಕ ಉತ್ತಮ ಆಡಳಿತ ನೀಡುತ್ತಿದೆ ಎಂದು ಶಾಸಕ ಕೆ.ವೈ.ನಂಜೇಗೌಡ ಹೇಳಿದರು. ಪಟ್ಟಣದ ತಾಲ್ಲೂಕು ಪಂಚಾಯಿತಿಯ ಆವರಣದಲ್ಲಿ ನಡೆದ ಗ್ಯಾರಂಟಿ ಯೋಜನೆಗಳ ಅನುಷ್ಠಾನ ಸಮಿತಿಯ ಸಭೆಯಲ್ಲಿ ಮಾತನಾಡಿದರು. ರಾಜ್ಯದಲ್ಲಿ ಸಿಎಂ ಸಿದ್ದರಾಮಯ್ಯ, ಡಿಸಿಎಂ ಡಿ.ಕೆ.ಶಿವಕುಮಾರ್ ಅವರ ನೇತೃತ್ವದಲ್ಲಿ ಕಾಂಗ್ರೆಸ್ ಸರ್ಕಾರ ಚುನಾವಣಾ ಪೂರ್ವದಲ್ಲಿ ನೀಡಿದ್ದ ಐದು ಗ್ಯಾರಂಟಿ ಯೋಜನೆಗಳನ್ನು ಜಾರಿಗೆ ತಂದಿದೆ. ಇದರಿಂದ ಬಡವರು ಹಾಗೂ ಮಧ್ಯಮ ವರ್ಗದ ಜನರಿಗೆ ಆರ್ಥಿಕವಾಗಿ ಅನುಕೂಲವಾಗಿದೆ. ಸರ್ಕಾರ ಯಾವುದೇ ಜಾತಿ ಧರ್ಮ ಭೇದವಿಲ್ಲದೆ ಎಲ್ಲರಿಗೂ ಯೋಜನೆಗಳನ್ನು ತಲುಪಿಸುತ್ತಿದೆ. ಶಕ್ತಿ ಯೋಜನೆಯಿಂದ ಮಹಿಳೆಯರು ಉಚಿತವಾಗಿ ಬಸ್‌ನಲ್ಲಿ ಪ್ರಯಾಣಿಸುತ್ತಿದ್ದಾರೆ. ಗೃಹಲಕ್ಷ್ಮಿ ಯೋಜನೆಯಿಂದ ಪ್ರತಿ ತಿಂಗಳು ಮನೆಯ ಯಜಮಾನಿಗೆ ಹಣ ಜಮೆಯಾಗುತ್ತಿದೆ. ಅನ್ನಭಾಗ್ಯ, ಗೃಹಜ್ಯೋತಿ ಹಾಗೂ ಯುವನಿಧಿ ಯೋಜನೆಗಳು ಜನರ ಬದುಕಿಗೆ ಆಸರೆಯಾಗಿವೆ. ಗ್ಯಾರಂಟಿ ಸಮಿತಿಯ ಸದಸ್ಯರು ಯೋಜನೆಗಳು ಎಲ್ಲ ಅರ್ಹರಿಗೆ ತಲುಪುವಂತೆ ಕೆಲಸ ಮಾಡಬೇಕು ಎಂದು ಸಲಹೆ ನೀಡಿದರು. ಇದೇ ಸಂದರ್ಭದಲ್ಲಿ ಸಮಿತಿಯ ಅಧ್ಯಕ್ಷರನ್ನು ಸನ್ಮಾನಿಸಲಾಯಿತು. ಕಾರ್ಯಕ್ರಮದಲ್ಲಿ ವಿಧಾನ ಪರಿಷತ್ ಸದಸ್ಯರಾದ ಎಂ.ಎಲ್.ಅನಿಲ್ ಕುಮಾರ್, ಜಿಲ್ಲಾ ಕಾಂಗ್ರೆಸ್ ಅಧ್ಯಕ್ಷ ಲಕ್ಷ್ಮಿನಾರಾಯಣ್, ಸ್ಥಳೀಯ ಮುಖಂಡರು ಹಾಗೂ ಕಾರ್ಯಕರ್ತರು ಭಾಗವಹಿಸಿದ್ದರು. ಗ್ಯಾರಂಟಿ <box>771 404 1190 831</box>
dalit-sena-photo <box>19 1544 566 1777</box>
column-divider <box>763 51 766 866</box>
article-body-continued: ಮಾಲೂರು: ರಾಜ್ಯ ಸರ್ಕಾರಿ ಪ್ರಾಥಮಿಕ ಹಾಗೂ ಪ್ರೌಢಶಾಲಾ ಮುಖ್ಯ ಶಿಕ್ಷಕರ ಸಂಘದ ತಾಲ್ಲೂಕು ಘಟಕದ ವತಿಯಿಂದ ಮುಖ್ಯ ಶಿಕ್ಷಕರ ವಿವಿಧ ಸಮಸ್ಯೆಗಳನ್ನು ನಿವಾರಿಸಲು ಕ್ರಮ ಕೈಗೊಳ್ಳುವಂತೆ ಕ್ಷೇತ್ರ ಶಿಕ್ಷಣಾಧಿಕಾರಿಗಳಿಗೆ ಮನವಿ ಸಲ್ಲಿಸಲಾಯಿತು. ಶಾಲೆಗಳಲ್ಲಿ ಖಾಲಿ ಇರುವ ಹುದ್ದೆಗಳನ್ನು ಭರ್ತಿ ಮಾಡಬೇಕು, ಪಾಠೇತರ ಚಟುವಟಿಕೆಗಳ ಹೊರೆ ಕಡಿಮೆ ಮಾಡಬೇಕು. ಈ ಸಂದರ್ಭದಲ್ಲಿ ಸಂಘದ ಅಧ್ಯಕ್ಷರು, ಗೌರವಾಧ್ಯಕ್ಷರು, ಪ್ರಧಾನ ಕಾರ್ಯದರ್ಶಿ, ಖಜಾಂಚಿ <box>1140 1888 1493 2059</box>
quote-author: ಚಿನ್ನಗೊಂಡ್ಲು ಸುಧಾಕರರೆಡ್ಡಿ, ರೈತ <box>562 406 742 425</box>
ad-title: ನಿವೇಶನ ಮಾರಾಟಕ್ಕಿದೆ <box>20 2108 565 2148</box>
